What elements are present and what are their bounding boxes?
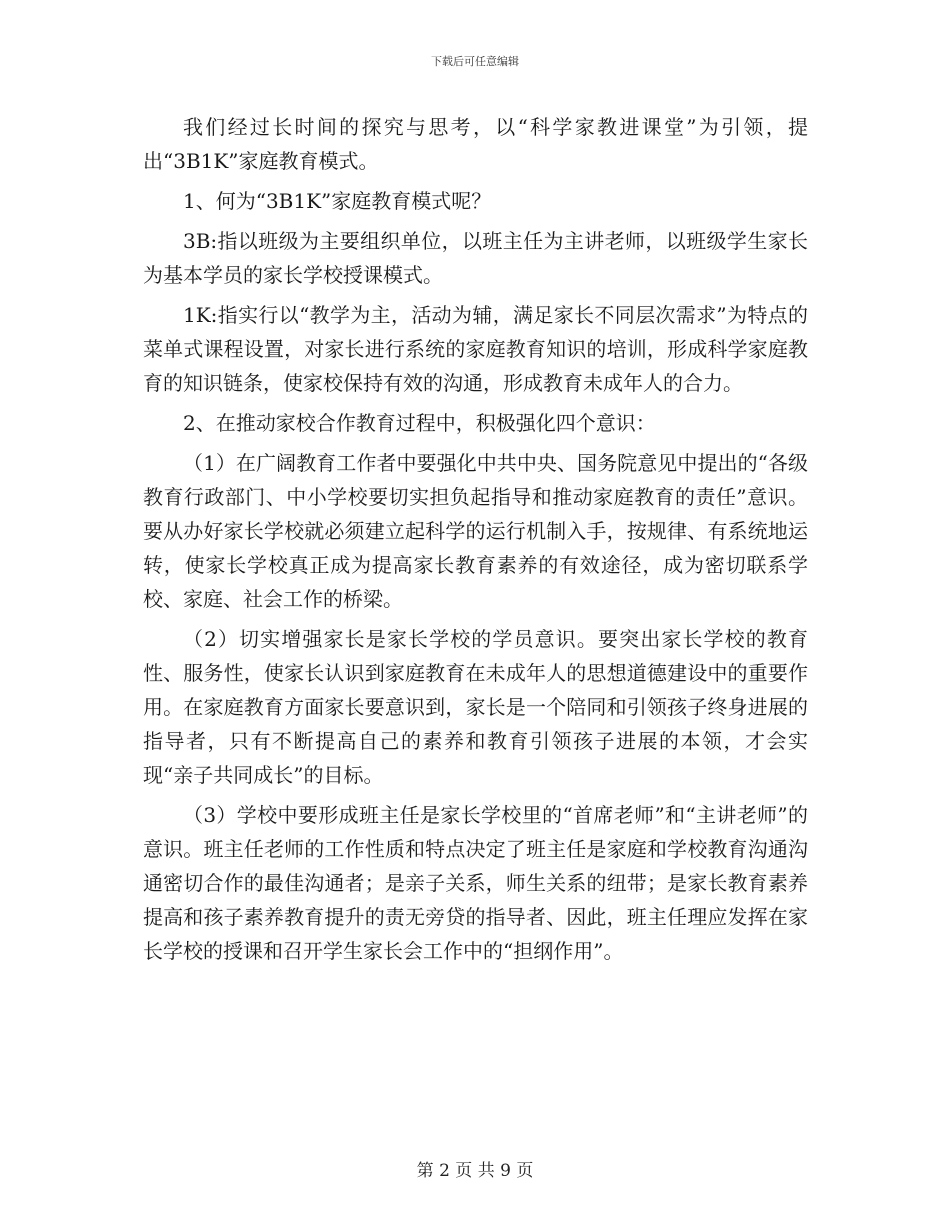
- paragraph-intro: 我们经过长时间的探究与思考，以“科学家教进课堂”为引领，提出“3B1K”家庭教育模式。: [143, 115, 808, 173]
- paragraph-1k-definition: 1K:指实行以“教学为主，活动为辅，满足家长不同层次需求”为特点的菜单式课程设置，对家长进行系统的家庭教育知识的培训，形成科学家庭教育的知识链条，使家校保持有效的沟通，形成教育未成年人的合力。: [143, 303, 808, 395]
- paragraph-awareness-1: （1）在广阔教育工作者中要强化中共中央、国务院意见中提出的“各级教育行政部门、中小学校要切实担负起指导和推动家庭教育的责任”意识。要从办好家长学校就必须建立起科学的运行机制入手，按规律、有系统地运转，使家长学校真正成为提高家长教育素养的有效途径，成为密切联系学校、家庭、社会工作的桥梁。: [143, 451, 808, 611]
- document-body: [143, 110, 808, 974]
- paragraph-awareness-2: （2）切实增强家长是家长学校的学员意识。要突出家长学校的教育性、服务性，使家长认识到家庭教育在未成年人的思想道德建设中的重要作用。在家庭教育方面家长要意识到，家长是一个陪同和引领孩子终身进展的指导者，只有不断提高自己的素养和教育引领孩子进展的本领，才会实现“亲子共同成长”的目标。: [143, 627, 808, 787]
- paragraph-awareness-3: （3）学校中要形成班主任是家长学校里的“首席老师”和“主讲老师”的意识。班主任老师的工作性质和特点决定了班主任是家庭和学校教育沟通沟通密切合作的最佳沟通者；是亲子关系，师生关系的纽带；是家长教育素养提高和孩子素养教育提升的责无旁贷的指导者、因此，班主任理应发挥在家长学校的授课和召开学生家长会工作中的“担纲作用”。: [143, 803, 808, 963]
- paragraph-question-3b1k: 1、何为“3B1K”家庭教育模式呢？: [183, 189, 492, 213]
- page-number-footer: 第 2 页 共 9 页: [416, 1161, 534, 1181]
- paragraph-3b-definition: 3B:指以班级为主要组织单位，以班主任为主讲老师，以班级学生家长为基本学员的家长学校授课模式。: [143, 229, 808, 287]
- page-header: 下载后可任意编辑: [431, 55, 519, 68]
- paragraph-four-awareness: 2、在推动家校合作教育过程中，积极强化四个意识：: [183, 411, 656, 435]
